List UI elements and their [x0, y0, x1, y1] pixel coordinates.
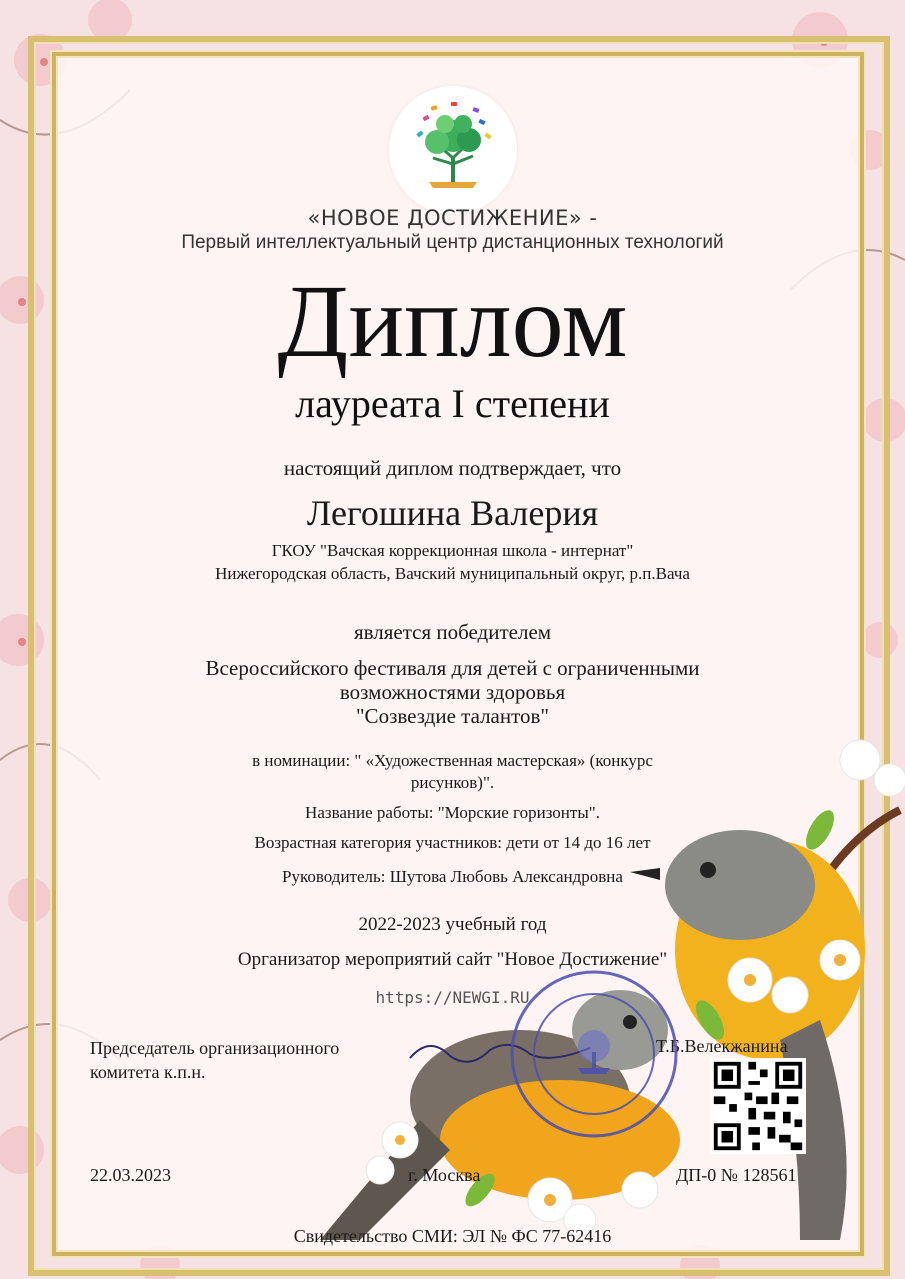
- winner-text: является победителем: [353, 620, 552, 644]
- school-name: ГКОУ "Вачская коррекционная школа - интернат": [271, 541, 634, 560]
- diploma-number: ДП-0 № 128561: [676, 1165, 797, 1185]
- nomination: [0, 750, 905, 794]
- leader-name: Руководитель: Шутова Любовь Александровна: [282, 867, 623, 886]
- academic-year: 2022-2023 учебный год: [358, 914, 547, 935]
- organization-subtitle: Первый интеллектуальный центр дистанционных технологий: [181, 232, 724, 253]
- work-title: Название работы: "Морские горизонты".: [305, 803, 600, 822]
- signature-role-line-1: Председатель организационного: [90, 1038, 340, 1058]
- tree-logo-icon: [389, 86, 517, 214]
- region-text: Нижегородская область, Вачский муниципальный округ, р.п.Вача: [215, 564, 690, 583]
- confirmation-text: настоящий диплом подтверждает, что: [283, 456, 622, 480]
- festival-name: [0, 656, 905, 728]
- issue-city: г. Москва: [408, 1165, 481, 1185]
- media-certificate: Свидетельство СМИ: ЭЛ № ФС 77-62416: [293, 1226, 612, 1246]
- signatory-name: Т.Б.Велекжанина: [656, 1036, 788, 1056]
- organizer-text: Организатор мероприятий сайт "Новое Достижение": [237, 949, 668, 970]
- signature-role: [90, 1036, 339, 1084]
- official-stamp-icon: [508, 968, 680, 1140]
- signature-role-line-2: комитета к.п.н.: [90, 1062, 206, 1082]
- nomination-line-2: рисунков)".: [410, 773, 495, 792]
- diploma-degree: лауреата I степени: [295, 381, 610, 426]
- festival-line-1: Всероссийского фестиваля для детей с ограниченными: [205, 656, 700, 680]
- festival-line-2: возможностями здоровья: [339, 680, 566, 704]
- site-link[interactable]: https://NEWGI.RU: [375, 988, 530, 1007]
- nomination-line-1: в номинации: " «Художественная мастерская» (конкурс: [252, 751, 653, 770]
- qr-code-icon[interactable]: [710, 1058, 806, 1154]
- issue-date: 22.03.2023: [90, 1165, 171, 1185]
- festival-line-3: "Созвездие талантов": [355, 704, 550, 728]
- age-category: Возрастная категория участников: дети от 14 до 16 лет: [254, 833, 651, 852]
- recipient-name: Легошина Валерия: [306, 493, 599, 533]
- organization-name: «НОВОЕ ДОСТИЖЕНИЕ» -: [307, 206, 598, 230]
- diploma-title: Диплом: [277, 264, 628, 379]
